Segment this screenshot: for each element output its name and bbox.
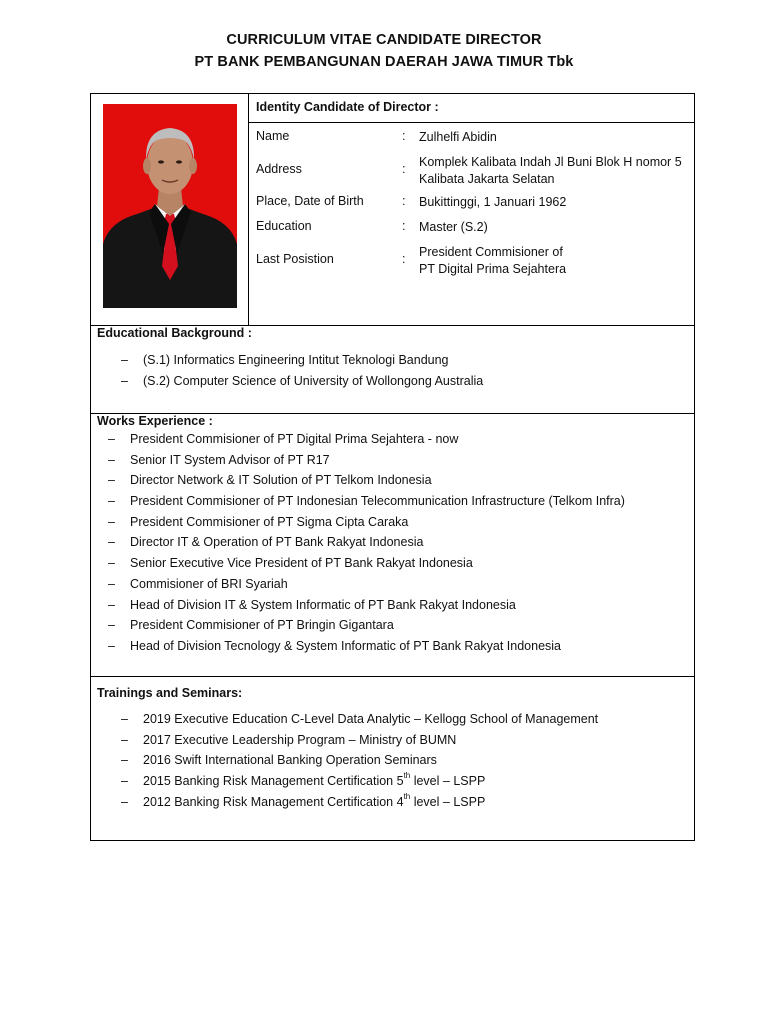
list-item: – 2016 Swift International Banking Operation Seminars [143,750,598,771]
education-value: Master (S.2) [419,220,488,234]
list-item: – Commisioner of BRI Syariah [130,574,625,595]
list-item: – 2015 Banking Risk Management Certification 5th level – LSPP [143,771,598,792]
identity-heading: Identity Candidate of Director : [256,100,439,114]
address-value [419,154,699,188]
trainings-heading: Trainings and Seminars: [97,686,243,700]
list-item: – (S.1) Informatics Engineering Intitut Teknologi Bandung [143,350,483,371]
address-label: Address [256,162,302,176]
dash-bullet: – [108,494,115,509]
birth-colon: : [402,194,406,208]
address-line-1: Komplek Kalibata Indah Jl Buni Blok H nomor 5 [419,155,682,169]
company-title: PT BANK PEMBANGUNAN DAERAH JAWA TIMUR Tbk [194,54,574,70]
birth-value: Bukittinggi, 1 Januari 1962 [419,195,567,209]
list-item: – Head of Division Tecnology & System Informatic of PT Bank Rakyat Indonesia [130,636,625,657]
works-section-divider [91,676,694,677]
dash-bullet: – [108,597,115,612]
position-value [419,244,699,278]
dash-bullet: – [121,732,128,747]
name-label: Name [256,129,290,143]
dash-bullet: – [121,353,128,367]
list-item: – Senior Executive Vice President of PT Bank Rakyat Indonesia [130,553,625,574]
education-heading: Educational Background : [97,326,252,340]
trainings-list [121,709,599,812]
document-title: CURRICULUM VITAE CANDIDATE DIRECTOR [226,32,542,48]
dash-bullet: – [108,473,115,488]
position-line-2: PT Digital Prima Sejahtera [419,262,567,276]
dash-bullet: – [108,535,115,550]
works-heading: Works Experience : [97,414,213,428]
photo-column-divider [248,94,249,326]
dash-bullet: – [108,618,115,633]
list-item: – Director Network & IT Solution of PT Telkom Indonesia [130,470,625,491]
address-colon: : [402,162,406,176]
dash-bullet: – [121,753,128,768]
dash-bullet: – [121,774,128,789]
list-item: – President Commisioner of PT Sigma Cipta Caraka [130,512,625,533]
list-item: – 2017 Executive Leadership Program – Ministry of BUMN [143,730,598,751]
list-item: – Director IT & Operation of PT Bank Rakyat Indonesia [130,532,625,553]
dash-bullet: – [108,638,115,653]
dash-bullet: – [108,576,115,591]
education-colon: : [402,219,406,233]
list-item: – President Commisioner of PT Indonesian Telecommunication Infrastructure (Telkom Infra) [130,491,625,512]
works-list [108,429,625,657]
list-item: – Senior IT System Advisor of PT R17 [130,450,625,471]
candidate-photo [103,104,237,308]
portrait-illustration [103,104,237,308]
dash-bullet: – [121,712,128,726]
position-label: Last Posistion [256,252,334,266]
dash-bullet: – [108,514,115,529]
dash-bullet: – [108,432,115,446]
dash-bullet: – [108,452,115,467]
list-item: – President Commisioner of PT Bringin Gigantara [130,615,625,636]
dash-bullet: – [121,373,128,388]
dash-bullet: – [121,794,128,809]
education-list [121,350,484,391]
birth-label: Place, Date of Birth [256,194,364,208]
name-colon: : [402,129,406,143]
name-value: Zulhelfi Abidin [419,130,497,144]
identity-heading-divider [248,122,695,123]
list-item: – 2012 Banking Risk Management Certification 4th level – LSPP [143,792,598,813]
address-line-2: Kalibata Jakarta Selatan [419,172,555,186]
list-item: – (S.2) Computer Science of University of Wollongong Australia [143,371,483,392]
list-item: – 2019 Executive Education C-Level Data Analytic – Kellogg School of Management [143,709,598,730]
dash-bullet: – [108,556,115,571]
list-item: – Head of Division IT & System Informatic of PT Bank Rakyat Indonesia [130,595,625,616]
position-colon: : [402,252,406,266]
education-label: Education [256,219,312,233]
cv-table [90,93,695,841]
list-item: – President Commisioner of PT Digital Prima Sejahtera - now [130,429,625,450]
position-line-1: President Commisioner of [419,245,563,259]
